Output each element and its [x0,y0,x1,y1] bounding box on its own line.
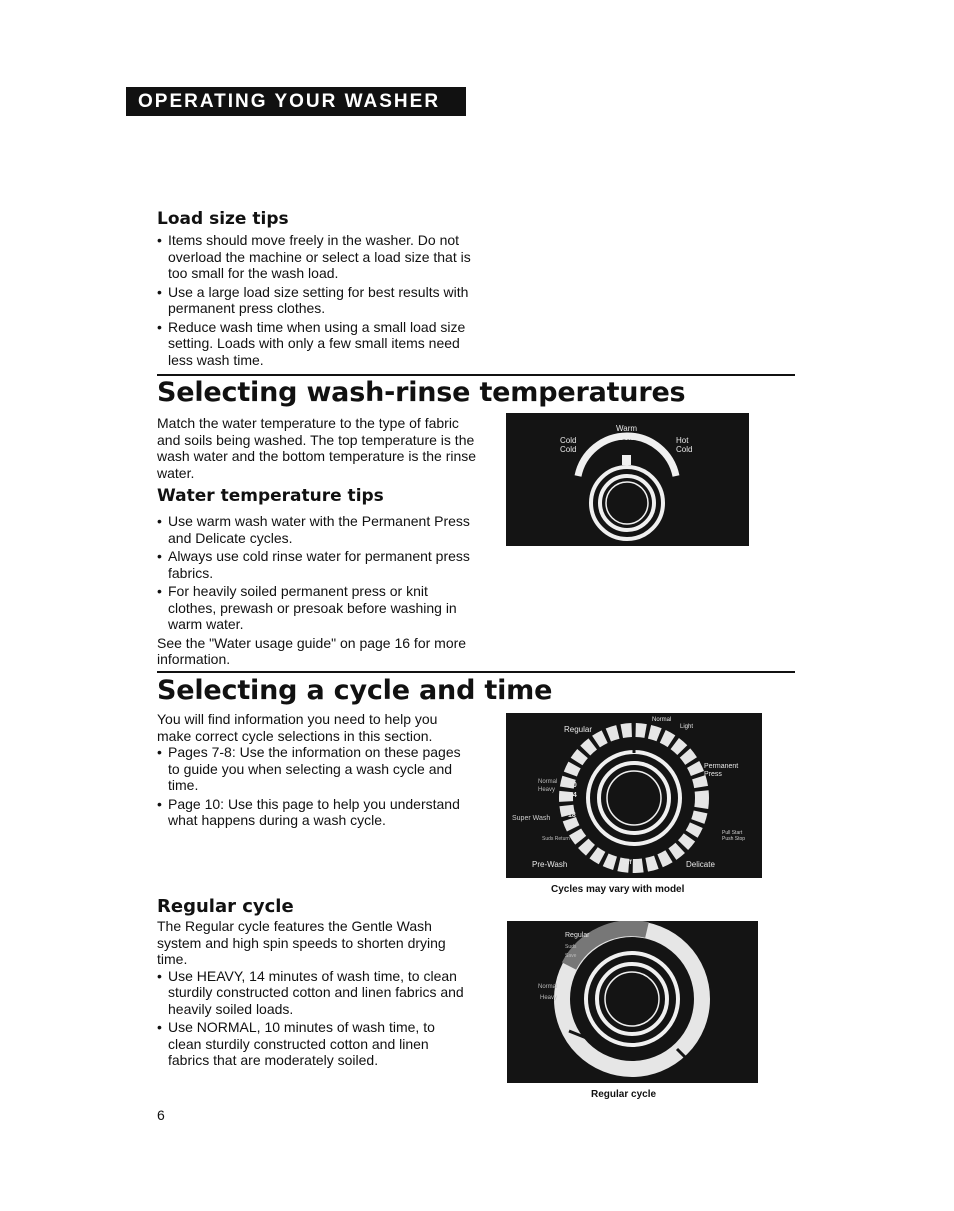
dial-label-permanent-press: Permanent Press [704,763,739,778]
dial-label-normal-light: Normal Light [652,717,694,730]
temps-section-title: Selecting wash-rinse temperatures [157,377,686,408]
list-item: • Reduce wash time when using a small load size setting. Loads with only a few small items need less wash time. [157,319,477,369]
cycle-intro-block [157,711,467,831]
list-item: • Pages 7-8: Use the information on these pages to guide you when selecting a wash cycle and time. [157,744,467,794]
dial-label-10: 10 [569,782,577,789]
dial-label-suds-return: Suds Return [542,836,570,842]
cycle-dial-panel [506,713,762,878]
load-size-tips-heading: Load size tips [157,209,289,229]
cycle-section-title: Selecting a cycle and time [157,675,553,706]
section-banner: OPERATING YOUR WASHER [126,87,466,116]
section-divider [157,374,795,376]
cycle-dial-caption: Cycles may vary with model [551,884,685,895]
list-item: • Items should move freely in the washer. Do not overload the machine or select a load size that is too small for the wash load. [157,232,477,282]
dial-label-pull-start: Pull Start Push Stop [722,830,746,842]
regular-cycle-caption: Regular cycle [591,1089,657,1100]
temps-intro: Match the water temperature to the type of fabric and soils being washed. The top temperature is the wash water and the bottom temperature is the rinse water. [157,415,477,481]
dial-label-cold-cold: Cold Cold [560,436,577,454]
dial-label-off: Off [623,860,632,866]
dial-label-normal: Normal [538,984,558,990]
regular-cycle-block [157,918,467,1071]
section-divider [157,671,795,673]
list-item: • For heavily soiled permanent press or knit clothes, prewash or presoak before washing in warm water. [157,583,479,633]
list-item: • Use HEAVY, 14 minutes of wash time, to clean sturdily constructed cotton and linen fabrics and heavily soiled loads. [157,968,467,1018]
cycle-intro: You will find information you need to help you make correct cycle selections in this section. [157,711,438,744]
dial-label-pre-wash: Pre-Wash [532,860,568,869]
list-item: • Page 10: Use this page to help you understand what happens during a wash cycle. [157,796,467,829]
regular-cycle-dial-panel [507,921,758,1083]
dial-label-18: 18 [568,812,576,819]
dial-label-warm-cold: Warm Cold [616,424,638,442]
water-temp-tips-list [157,513,479,668]
load-size-tips-list [157,232,477,370]
regular-cycle-heading: Regular cycle [157,896,294,917]
dial-label-14: 14 [569,792,577,799]
temperature-knob-icon[interactable] [506,413,749,546]
dial-label-heavy: Heavy [540,995,558,1001]
see-also-note: See the "Water usage guide" on page 16 for more information. [157,634,467,667]
dial-label-super-wash: Super Wash [512,815,551,822]
page-number: 6 [157,1107,165,1123]
dial-label-normal-heavy: Normal Heavy [538,779,558,793]
dial-label-suds-save: Suds Save [565,944,577,959]
list-item: • Use warm wash water with the Permanent Press and Delicate cycles. [157,513,479,546]
dial-label-hot-cold: Hot Cold [676,436,693,454]
list-item: • Use a large load size setting for best results with permanent press clothes. [157,284,477,317]
dial-label-regular: Regular [565,932,590,939]
list-item: • Always use cold rinse water for permanent press fabrics. [157,548,479,581]
regular-cycle-intro: The Regular cycle features the Gentle Wash system and high spin speeds to shorten drying time. [157,918,446,967]
dial-label-regular: Regular [564,725,593,734]
list-item: • Use NORMAL, 10 minutes of wash time, to clean sturdily constructed cotton and linen fabrics that are moderately soiled. [157,1019,467,1069]
cycle-knob-icon[interactable] [506,713,762,878]
temperature-dial-panel [506,413,749,546]
dial-label-delicate: Delicate [686,860,715,869]
water-temp-tips-heading: Water temperature tips [157,486,384,506]
